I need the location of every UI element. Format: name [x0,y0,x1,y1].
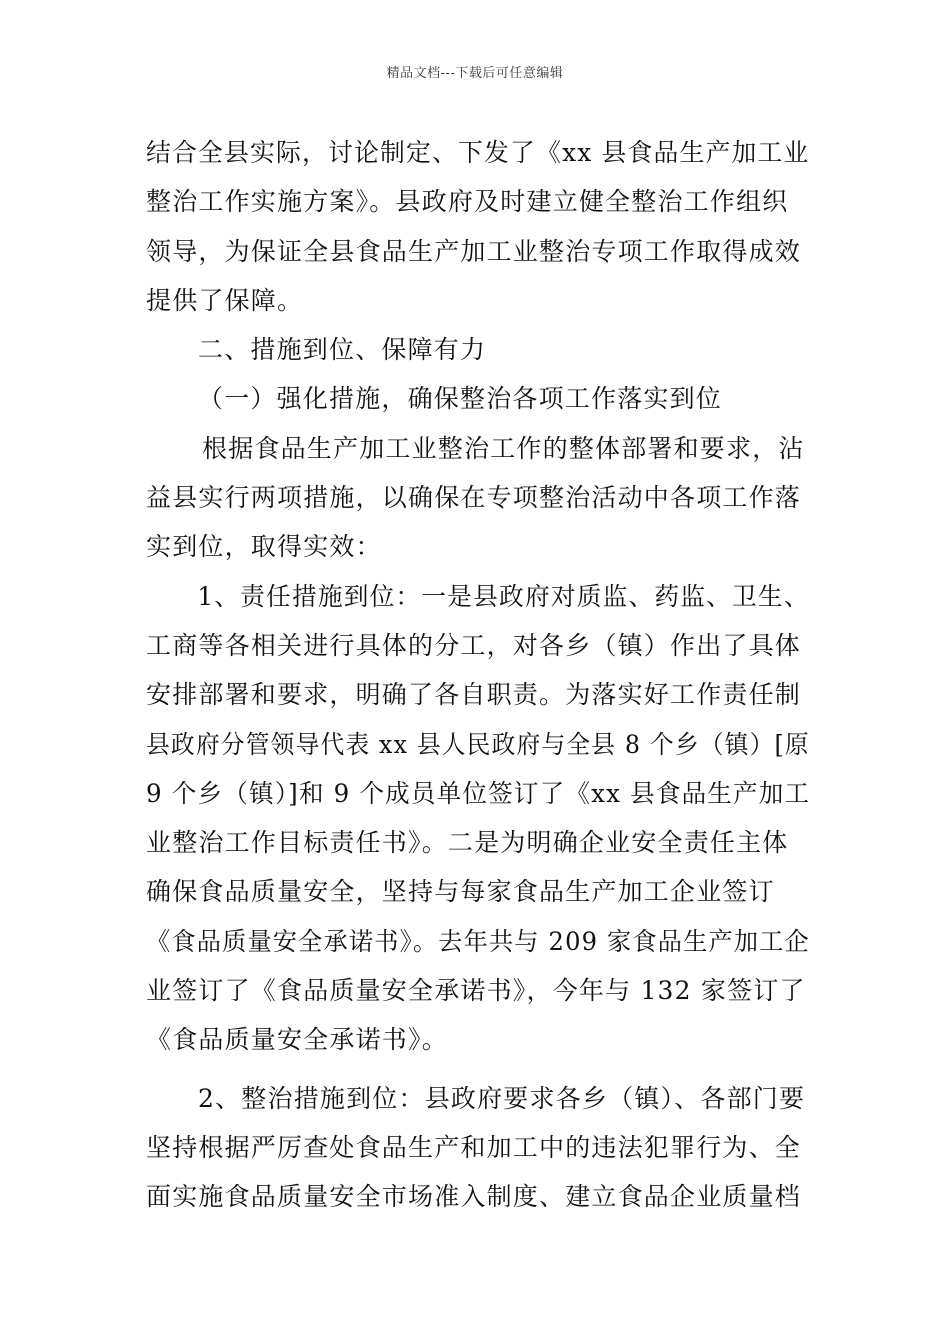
body-text-line: 二、措施到位、保障有力 [198,335,487,365]
body-text-line: 领导，为保证全县食品生产加工业整治专项工作取得成效 [146,236,802,266]
body-text-line: 业签订了《食品质量安全承诺书》，今年与 132 家签订了 [146,976,806,1006]
body-text-line: 结合全县实际，讨论制定、下发了《xx 县食品生产加工业 [146,138,810,167]
body-text-line: 益县实行两项措施，以确保在专项整治活动中各项工作落 [146,483,802,513]
body-text-line: 《食品质量安全承诺书》。 [146,1025,448,1055]
body-text-line: 工商等各相关进行具体的分工，对各乡（镇）作出了具体 [146,630,802,660]
page-header: 精品文档---下载后可任意编辑 [386,66,564,81]
body-text-line: 2、整治措施到位：县政府要求各乡（镇）、各部门要 [198,1083,806,1113]
body-text-line: 实到位，取得实效： [146,532,382,562]
body-text-line: 县政府分管领导代表 xx 县人民政府与全县 8 个乡（镇）[原 [146,729,810,759]
body-text-line: 提供了保障。 [146,285,304,315]
body-text-line: 根据食品生产加工业整治工作的整体部署和要求，沾 [202,433,805,463]
body-text-line: 业整治工作目标责任书》。二是为明确企业安全责任主体 [146,828,789,858]
body-text-line: 9 个乡（镇）]和 9 个成员单位签订了《xx 县食品生产加工 [146,778,811,808]
body-text-line: 确保食品质量安全，坚持与每家食品生产加工企业签订 [146,877,775,907]
body-text-line: 坚持根据严厉查处食品生产和加工中的违法犯罪行为、全 [146,1132,802,1162]
body-text-line: 1、责任措施到位：一是县政府对质监、药监、卫生、 [197,581,810,611]
body-text-line: （一）强化措施，确保整治各项工作落实到位 [198,384,723,414]
body-text-line: 面实施食品质量安全市场准入制度、建立食品企业质量档 [146,1182,802,1212]
body-text-line: 《食品质量安全承诺书》。去年共与 209 家食品生产加工企 [146,926,810,956]
body-text-line: 整治工作实施方案》。县政府及时建立健全整治工作组织 [146,187,789,217]
body-text-line: 安排部署和要求，明确了各自职责。为落实好工作责任制 [146,680,802,710]
document-body [146,128,810,1222]
